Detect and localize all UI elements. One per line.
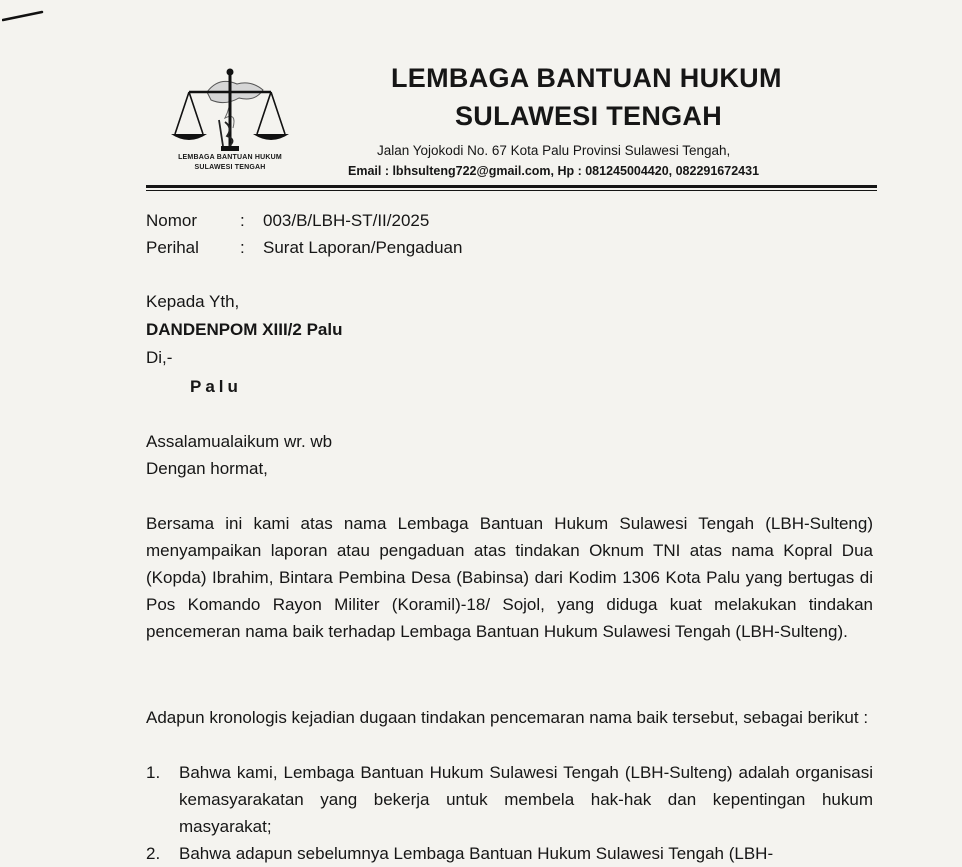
organization-region: SULAWESI TENGAH (455, 101, 723, 131)
logo-caption-line2: SULAWESI TENGAH (194, 164, 266, 171)
recipient-di: Di,- (146, 348, 173, 367)
perihal-separator: : (240, 238, 245, 257)
list-item-number: 2. (146, 844, 161, 863)
letterhead-rule-thick (146, 185, 877, 188)
list-item-number: 1. (146, 763, 161, 782)
organization-contact: Email : lbhsulteng722@gmail.com, Hp : 081245004420, 082291672431 (348, 164, 760, 178)
nomor-row (146, 211, 429, 231)
perihal-value: Surat Laporan/Pengaduan (263, 238, 463, 257)
organization-address: Jalan Yojokodi No. 67 Kota Palu Provinsi Sulawesi Tengah, (377, 143, 731, 158)
list-item (146, 759, 873, 840)
scales-of-justice-icon (167, 62, 293, 154)
body-paragraph-2: Adapun kronologis kejadian dugaan tindakan pencemaran nama baik tersebut, sebagai berikut : (146, 708, 869, 727)
recipient-name: DANDENPOM XIII/2 Palu (146, 320, 343, 339)
nomor-value: 003/B/LBH-ST/II/2025 (263, 211, 430, 230)
recipient-city: Palu (190, 377, 242, 396)
pen-stroke-mark (2, 8, 44, 24)
greeting-line2: Dengan hormat, (146, 459, 268, 478)
list-item-text: Bahwa adapun sebelumnya Lembaga Bantuan Hukum Sulawesi Tengah (LBH- (179, 844, 774, 863)
greeting-line1: Assalamualaikum wr. wb (146, 432, 333, 451)
perihal-row (146, 238, 462, 258)
organization-logo (155, 62, 305, 180)
body-paragraph-1: Bersama ini kami atas nama Lembaga Bantuan Hukum Sulawesi Tengah (LBH-Sulteng) menyampaikan laporan atau pengaduan atas tindakan Oknum TNI atas nama Kopral Dua (Kopda) Ibrahim, Bintara Pembina Desa (Babinsa) dari Kodim 1306 Kota Palu yang bertugas di Pos Komando Rayon Militer (Koramil)-18/ Sojol, yang diduga kuat melakukan tindakan pencemeran nama baik terhadap Lembaga Bantuan Hukum Sulawesi Tengah (LBH-Sulteng). (146, 514, 873, 641)
perihal-label: Perihal (146, 238, 199, 257)
organization-name: LEMBAGA BANTUAN HUKUM (391, 63, 782, 93)
list-item-text: Bahwa kami, Lembaga Bantuan Hukum Sulawesi Tengah (LBH-Sulteng) adalah organisasi kemasyarakatan yang bekerja untuk membela hak-hak dan kepentingan hukum masyarakat; (179, 763, 873, 836)
list-item (146, 840, 873, 867)
logo-caption-line1: LEMBAGA BANTUAN HUKUM (178, 154, 282, 161)
recipient-salutation: Kepada Yth, (146, 292, 240, 311)
nomor-label: Nomor (146, 211, 198, 230)
nomor-separator: : (240, 211, 245, 230)
letterhead-rule-thin (146, 190, 877, 191)
